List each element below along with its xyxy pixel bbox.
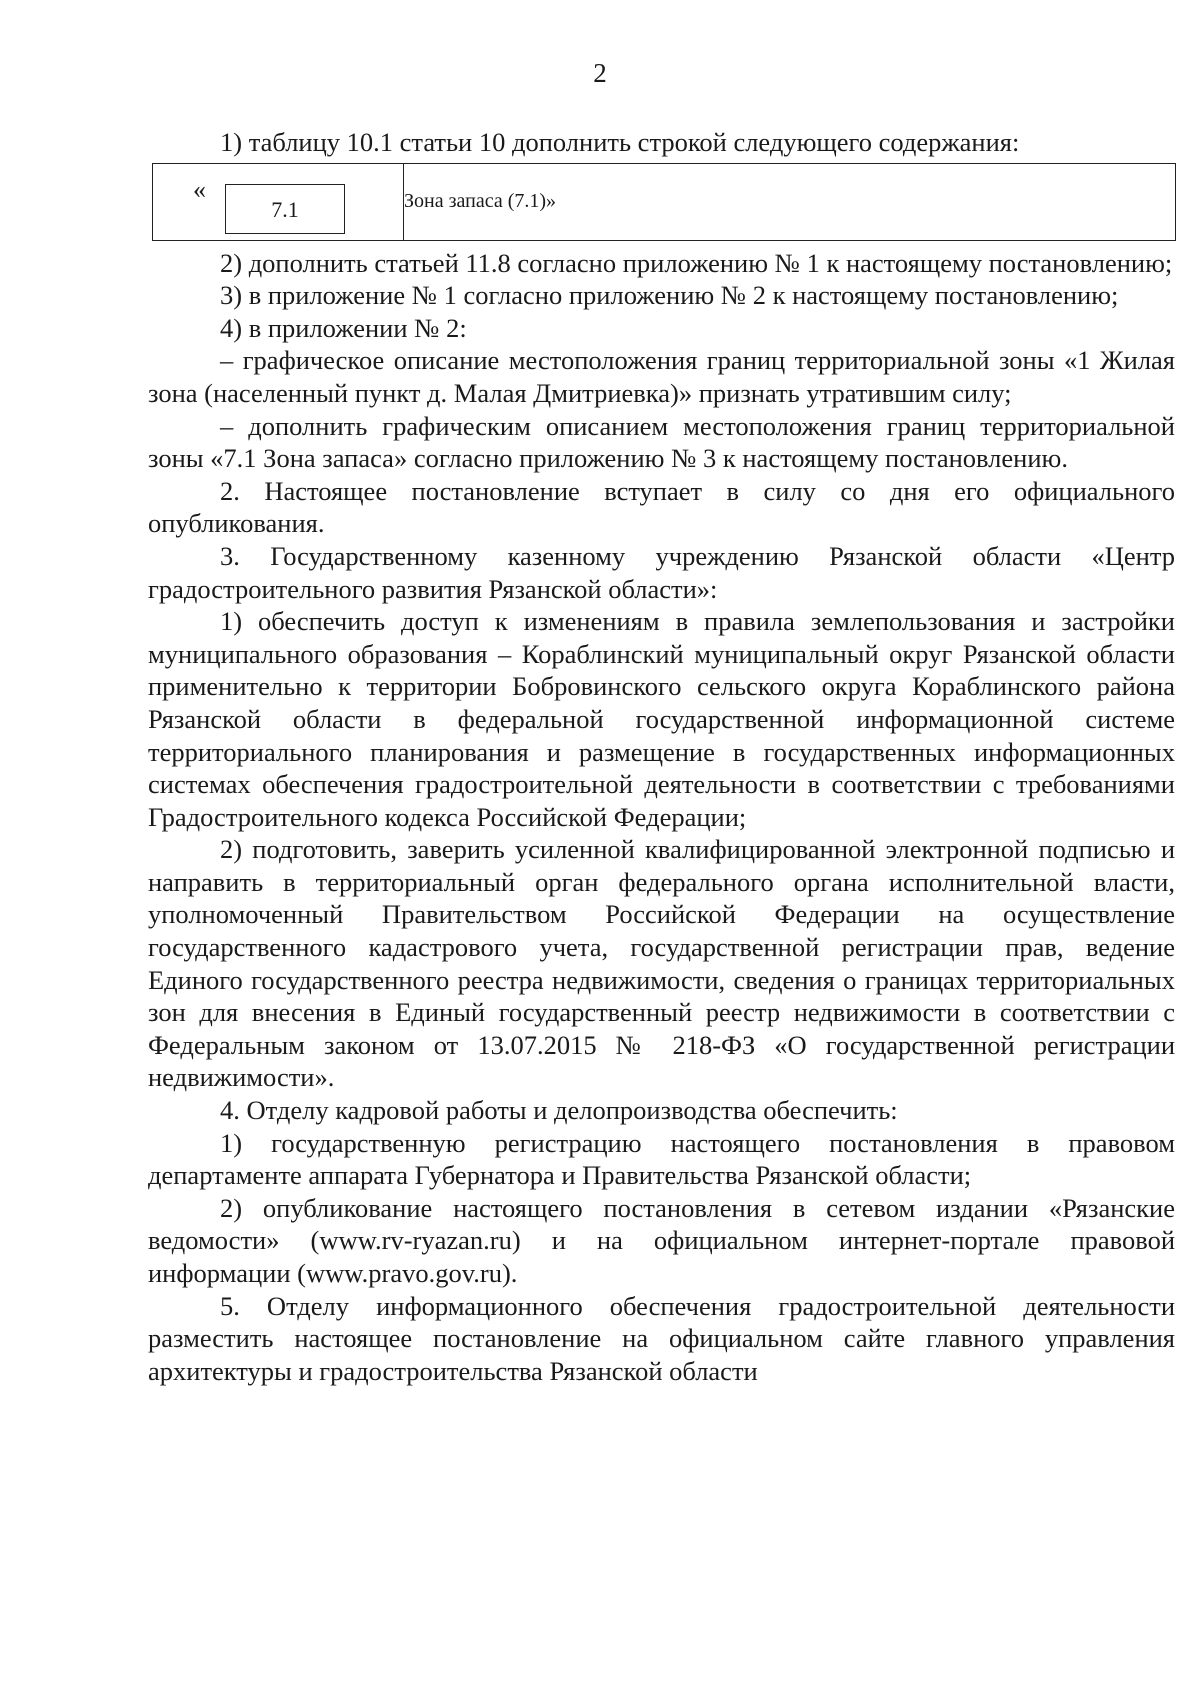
paragraph: 1) государственную регистрацию настоящего постановления в правовом департаменте аппарата Губернатора и Правительства Рязанской области;: [148, 1127, 1175, 1191]
zone-name-cell: Зона запаса (7.1)»: [404, 163, 1176, 240]
paragraph: – графическое описание местоположения границ территориальной зоны «1 Жилая зона (населенный пункт д. Малая Дмитриевка)» признать утратившим силу;: [148, 345, 1175, 408]
zone-code: 7.1: [225, 184, 345, 234]
paragraph: 4. Отделу кадровой работы и делопроизводства обеспечить:: [220, 1095, 898, 1126]
paragraph: 1) обеспечить доступ к изменениям в правила землепользования и застройки муниципального образования – Кораблинский муниципальный округ Рязанской области применительно к территории Бобровинского сельского округа Кораблинского района Рязанской области в федеральной государственной информационной системе территориального планирования и размещение в государственных информационных системах обеспечения градостроительной деятельности в соответствии с требованиями Градостроительного кодекса Российской Федерации;: [148, 606, 1175, 832]
paragraph: 4) в приложении № 2:: [220, 312, 467, 343]
paragraph: 2. Настоящее постановление вступает в силу со дня его официального опубликования.: [148, 475, 1175, 539]
paragraph: 3. Государственному казенному учреждению Рязанской области «Центр градостроительного развития Рязанской области»:: [148, 540, 1175, 604]
paragraph: 2) подготовить, заверить усиленной квалифицированной электронной подписью и направить в территориальный орган федерального органа исполнительной власти, уполномоченный Правительством Российской Федерации на осуществление государственного кадастрового учета, государственной регистрации прав, ведение Единого государственного реестра недвижимости, сведения о границах территориальных зон для внесения в Единый государственный реестр недвижимости в соответствии с Федеральным законом от 13.07.2015 № 218-ФЗ «О государственной регистрации недвижимости».: [148, 834, 1175, 1093]
paragraph: 3) в приложение № 1 согласно приложению № 2 к настоящему постановлению;: [220, 280, 1119, 311]
paragraph: 2) опубликование настоящего постановления в сетевом издании «Рязанские ведомости» (www.rv-ryazan.ru) и на официальном интернет-портале правовой информации (www.pravo.gov.ru).: [148, 1192, 1175, 1288]
document-body: [148, 126, 1175, 1387]
table-row: [153, 163, 1176, 240]
page-number: 2: [593, 58, 607, 88]
paragraph: 2) дополнить статьей 11.8 согласно приложению № 1 к настоящему постановлению;: [220, 247, 1173, 278]
paragraph: – дополнить графическим описанием местоположения границ территориальной зоны «7.1 Зона запаса» согласно приложению № 3 к настоящему постановлению.: [148, 410, 1175, 474]
zone-table: [152, 163, 1176, 241]
zone-code-cell: [153, 163, 404, 240]
open-quote: «: [193, 174, 206, 204]
paragraph: 5. Отделу информационного обеспечения градостроительной деятельности разместить настоящее постановление на официальном сайте главного управления архитектуры и градостроительства Рязанской области: [148, 1290, 1175, 1386]
item-1-intro: 1) таблицу 10.1 статьи 10 дополнить строкой следующего содержания:: [220, 127, 1020, 157]
